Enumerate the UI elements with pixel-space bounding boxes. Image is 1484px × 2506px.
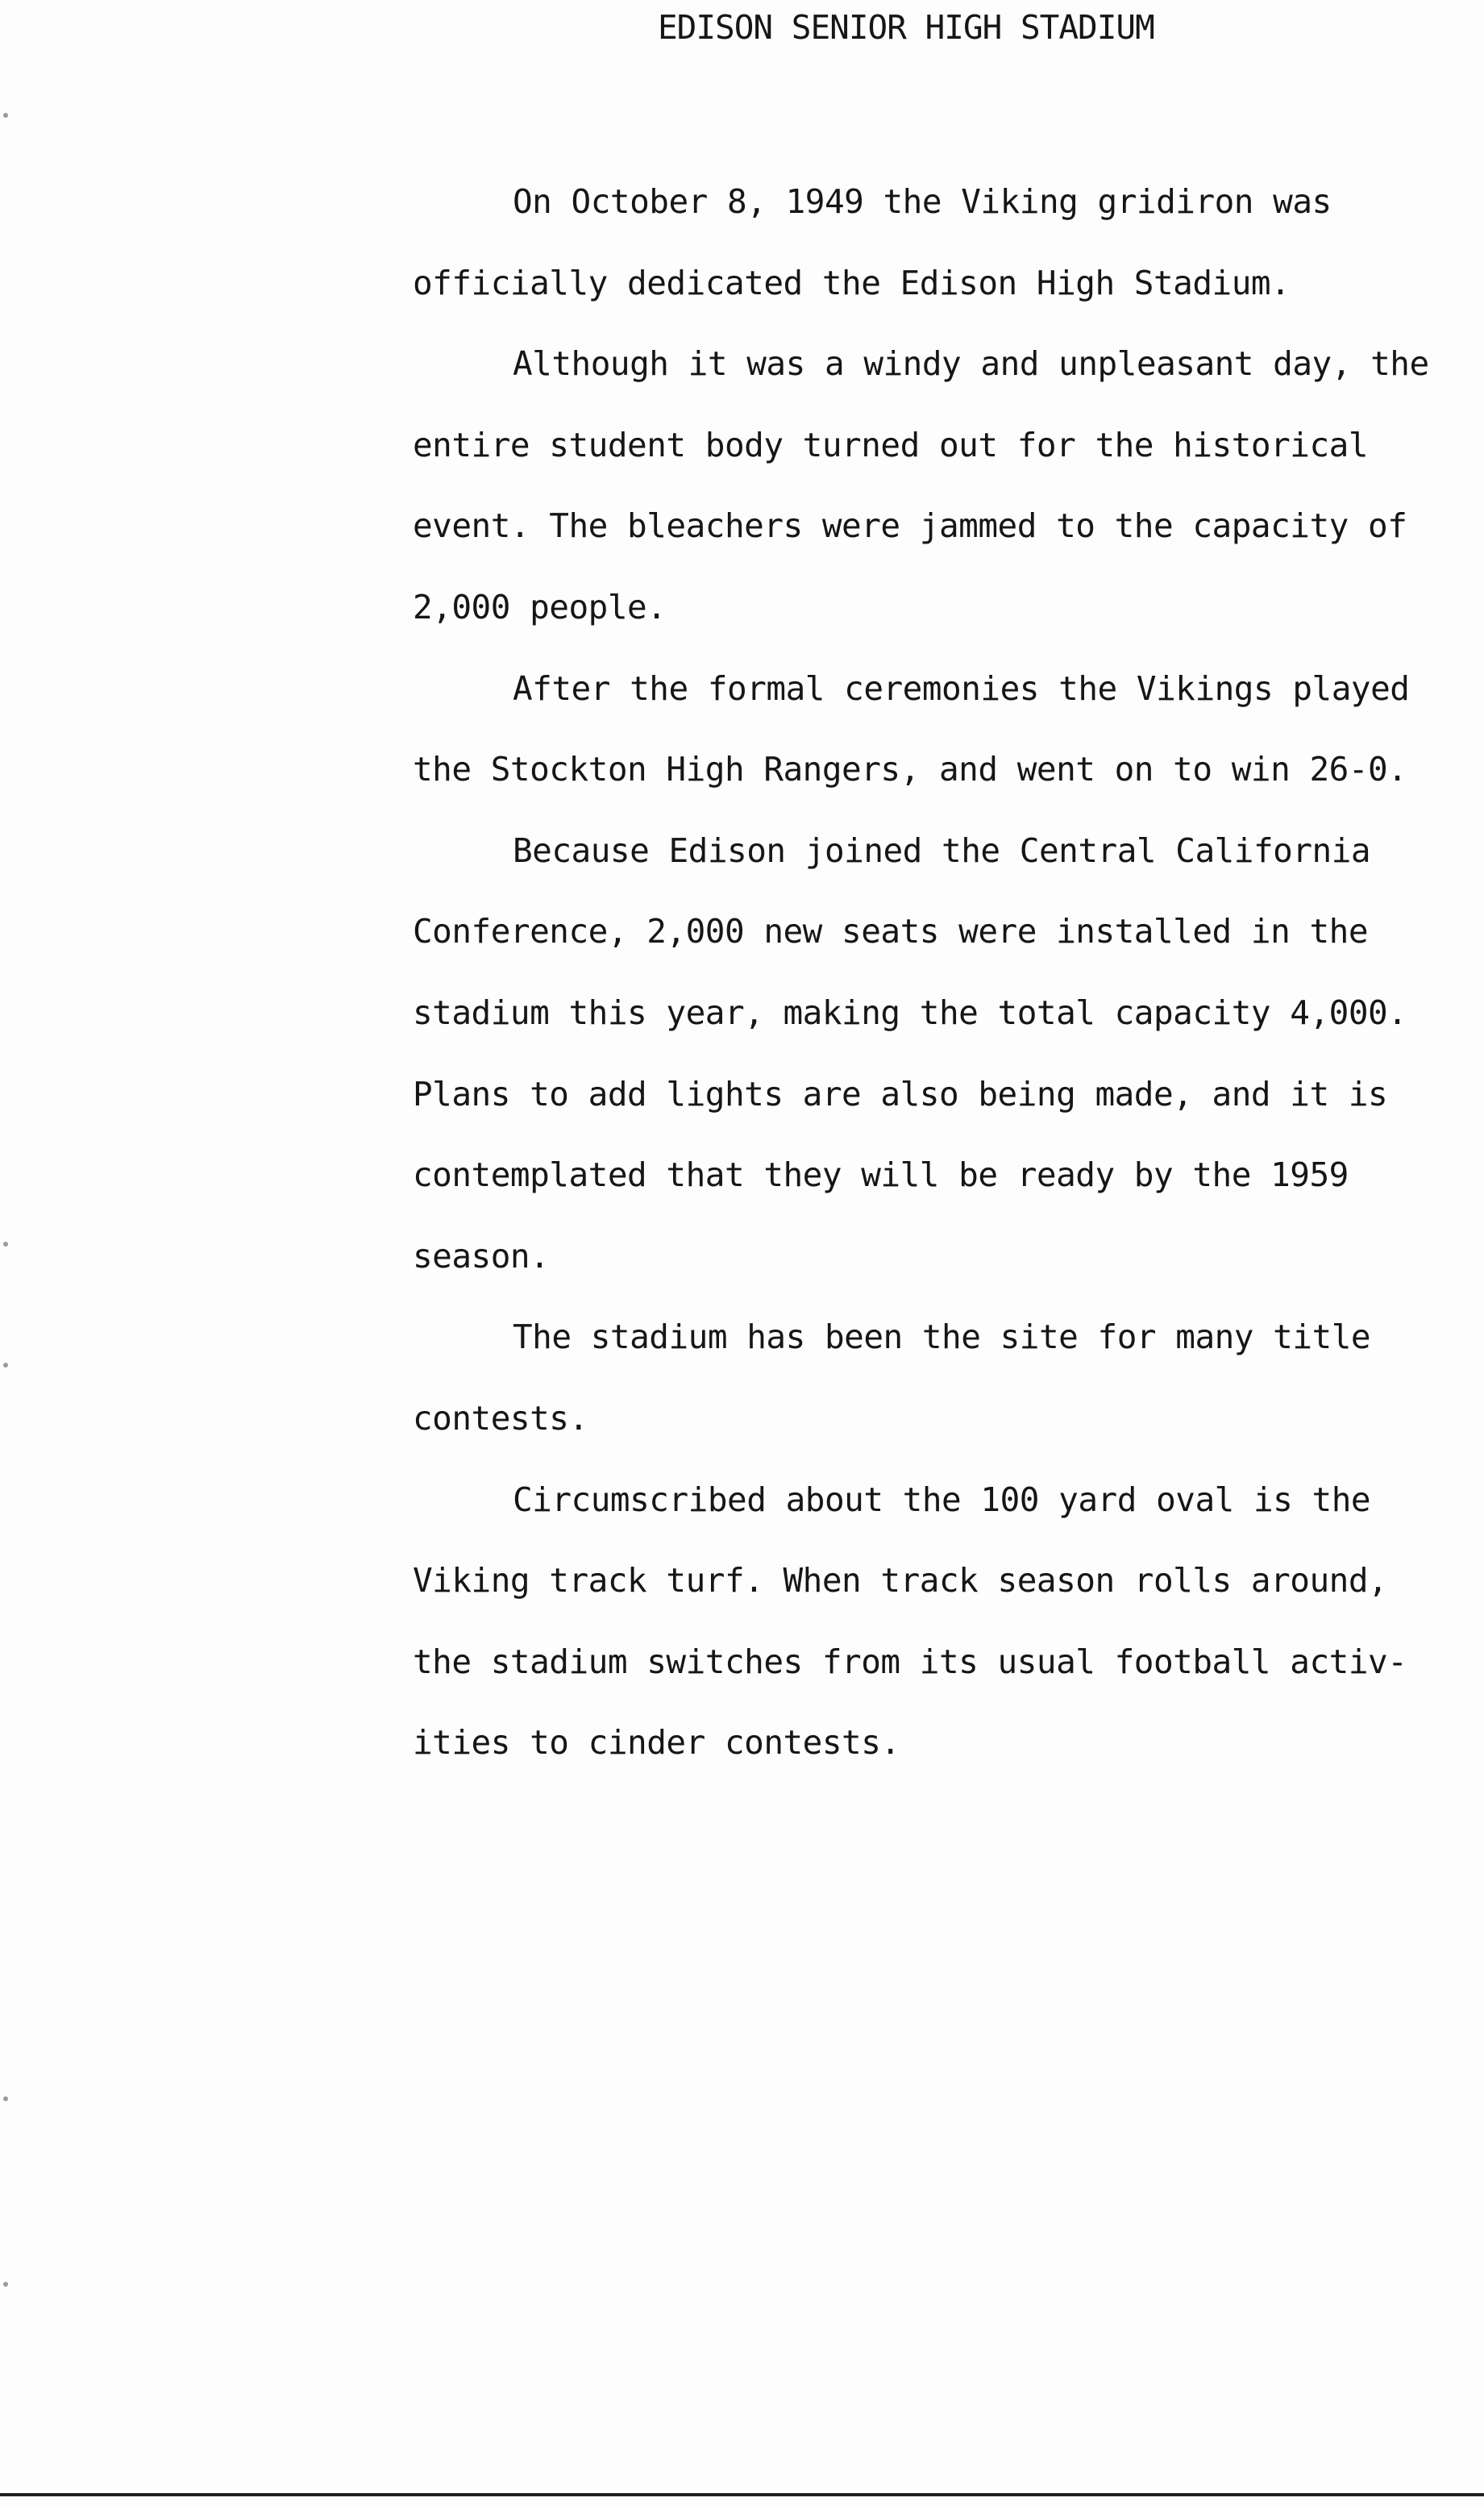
text-line: entire student body turned out for the historical bbox=[413, 425, 1369, 464]
page-bottom-edge bbox=[0, 2493, 1484, 2496]
text-line: stadium this year, making the total capacity 4,000. bbox=[413, 993, 1407, 1032]
text-line: Conference, 2,000 new seats were installed in the bbox=[413, 912, 1369, 951]
text-line: the Stockton High Rangers, and went on to win 26-0. bbox=[413, 750, 1407, 789]
scan-speck bbox=[3, 113, 8, 118]
text-line: Because Edison joined the Central California bbox=[513, 830, 1371, 870]
text-line: ities to cinder contests. bbox=[413, 1723, 900, 1763]
scan-speck bbox=[3, 2282, 8, 2287]
text-line: Viking track turf. When track season rolls around, bbox=[413, 1561, 1388, 1601]
text-line: On October 8, 1949 the Viking gridiron was bbox=[513, 182, 1332, 221]
text-line: contests. bbox=[413, 1398, 588, 1438]
text-line: Plans to add lights are also being made, and it is bbox=[413, 1074, 1388, 1114]
text-line: event. The bleachers were jammed to the capacity of bbox=[413, 506, 1407, 546]
text-line: Circumscribed about the 100 yard oval is the bbox=[513, 1480, 1371, 1519]
scan-speck bbox=[3, 1363, 8, 1367]
text-line: the stadium switches from its usual football activ- bbox=[413, 1642, 1407, 1681]
text-line: 2,000 people. bbox=[413, 587, 667, 626]
text-line: contemplated that they will be ready by the 1959 bbox=[413, 1155, 1349, 1195]
text-line: The stadium has been the site for many title bbox=[513, 1318, 1371, 1357]
scan-speck bbox=[3, 2096, 8, 2101]
text-line: season. bbox=[413, 1236, 550, 1276]
text-line: officially dedicated the Edison High Stadium. bbox=[413, 263, 1291, 302]
page-title: EDISON SENIOR HIGH STADIUM bbox=[658, 8, 1154, 47]
scan-speck bbox=[3, 1242, 8, 1247]
text-line: Although it was a windy and unpleasant day, the bbox=[513, 344, 1429, 384]
text-line: After the formal ceremonies the Vikings played bbox=[513, 668, 1410, 708]
document-body bbox=[413, 161, 1477, 1784]
